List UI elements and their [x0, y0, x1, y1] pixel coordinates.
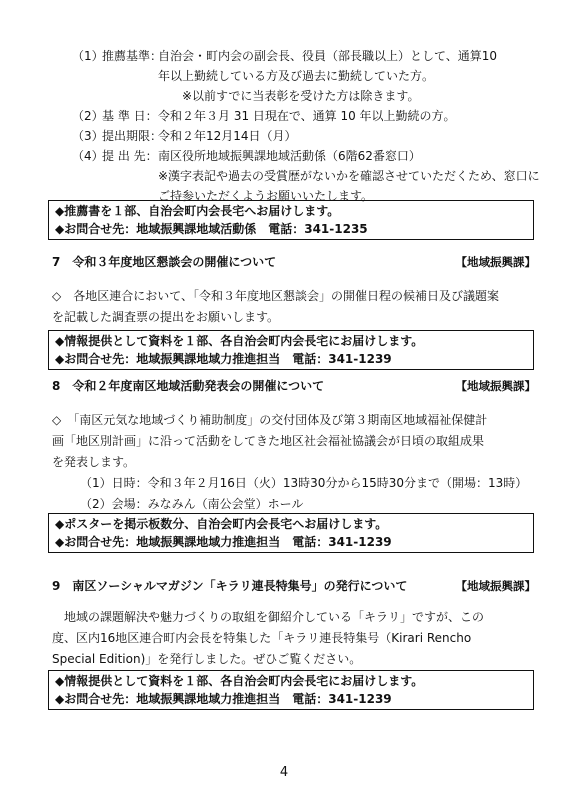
department-tag: 【地域振興課】: [455, 379, 536, 393]
body-line: 度、区内16地区連合町内会長を特集した「キラリ連長特集号（Kirari Rencho: [52, 631, 472, 645]
item-label: 推薦基準：: [102, 49, 163, 63]
criteria-item-3: [72, 126, 542, 146]
section-8-heading: [52, 376, 536, 396]
item-continuation: 年以上勤続している方及び過去に勤続していた方。: [158, 69, 435, 83]
box-contact-line: ◆お問合せ先：地域振興課地域活動係 電話：341-1235: [55, 222, 368, 236]
department-tag: 【地域振興課】: [455, 255, 536, 269]
notice-box: [48, 200, 534, 240]
criteria-item-4: [72, 146, 542, 166]
section-title: 8 令和２年度南区地域活動発表会の開催について: [52, 379, 325, 393]
body-line: Special Edition)」を発行しました。ぜひご覧ください。: [52, 652, 362, 666]
item-value: 自治会・町内会の副会長、役員（部長職以上）として、通算10: [158, 49, 498, 63]
item-note: ※漢字表記や過去の受賞歴がないかを確認させていただくため、窓口に: [158, 169, 540, 183]
criteria-item-2: [72, 106, 542, 126]
item-note: ご持参いただくようお願いいたします。: [158, 189, 374, 203]
event-venue: （2）会場：みなみん（南公会堂）ホール: [80, 497, 304, 511]
box-contact-line: ◆お問合せ先：地域振興課地域力推進担当 電話：341-1239: [55, 352, 392, 366]
section-title: 9 南区ソーシャルマガジン「キラリ連長特集号」の発行について: [52, 579, 408, 593]
criteria-item-1: [72, 46, 542, 66]
box-line: ◆情報提供として資料を１部、各自治会町内会長宅にお届けします。: [55, 334, 424, 348]
body-line: 画「地区別計画」に沿って活動をしてきた地区社会福祉協議会が日頃の取組成果: [52, 434, 485, 448]
item-number: （2）: [72, 109, 104, 123]
box-line: ◆推薦書を１部、自治会町内会長宅へお届けします。: [55, 204, 340, 218]
event-date: （1）日時：令和３年２月16日（火）13時30分から15時30分まで（開場：13時）: [80, 476, 528, 490]
box-line: ◆情報提供として資料を１部、各自治会町内会長宅にお届けします。: [55, 674, 424, 688]
item-label: 基 準 日：: [102, 109, 158, 123]
section-title: 7 令和３年度地区懇談会の開催について: [52, 255, 277, 269]
item-number: （3）: [72, 129, 104, 143]
item-value: 令和２年３月 31 日現在で、通算 10 年以上勤続の方。: [158, 109, 456, 123]
item-label: 提 出 先：: [102, 149, 158, 163]
box-line: ◆ポスターを掲示板数分、自治会町内会長宅へお届けします。: [55, 517, 388, 531]
body-line: ◇ 各地区連合において、「令和３年度地区懇談会」の開催日程の候補日及び議題案: [52, 289, 499, 303]
box-contact-line: ◆お問合せ先：地域振興課地域力推進担当 電話：341-1239: [55, 692, 392, 706]
item-value: 南区役所地域振興課地域活動係（6階62番窓口）: [158, 149, 421, 163]
section-7-body: [52, 286, 538, 328]
section-8-notice-box: [48, 513, 534, 553]
item-number: （1）: [72, 49, 104, 63]
department-tag: 【地域振興課】: [455, 579, 536, 593]
body-line: 地域の課題解決や魅力づくりの取組を御紹介している「キラリ」ですが、この: [52, 610, 485, 624]
page-number: 4: [279, 765, 289, 780]
body-line: ◇ 「南区元気な地域づくり補助制度」の交付団体及び第３期南区地域福祉保健計: [52, 413, 488, 427]
section-7-heading: [52, 252, 536, 272]
body-line: を発表します。: [52, 455, 136, 469]
item-label: 提出期限：: [102, 129, 163, 143]
item-value: 令和２年12月14日（月）: [158, 129, 297, 143]
criteria-list: [72, 46, 542, 206]
section-9-notice-box: [48, 670, 534, 710]
section-8-body: [52, 410, 538, 515]
item-number: （4）: [72, 149, 104, 163]
body-line: を記載した調査票の提出をお願いします。: [52, 310, 280, 324]
section-9-body: [52, 607, 538, 670]
item-note: ※以前すでに当表彰を受けた方は除きます。: [158, 89, 420, 103]
box-contact-line: ◆お問合せ先：地域振興課地域力推進担当 電話：341-1239: [55, 535, 392, 549]
section-7-notice-box: [48, 330, 534, 370]
section-9-heading: [52, 576, 536, 596]
